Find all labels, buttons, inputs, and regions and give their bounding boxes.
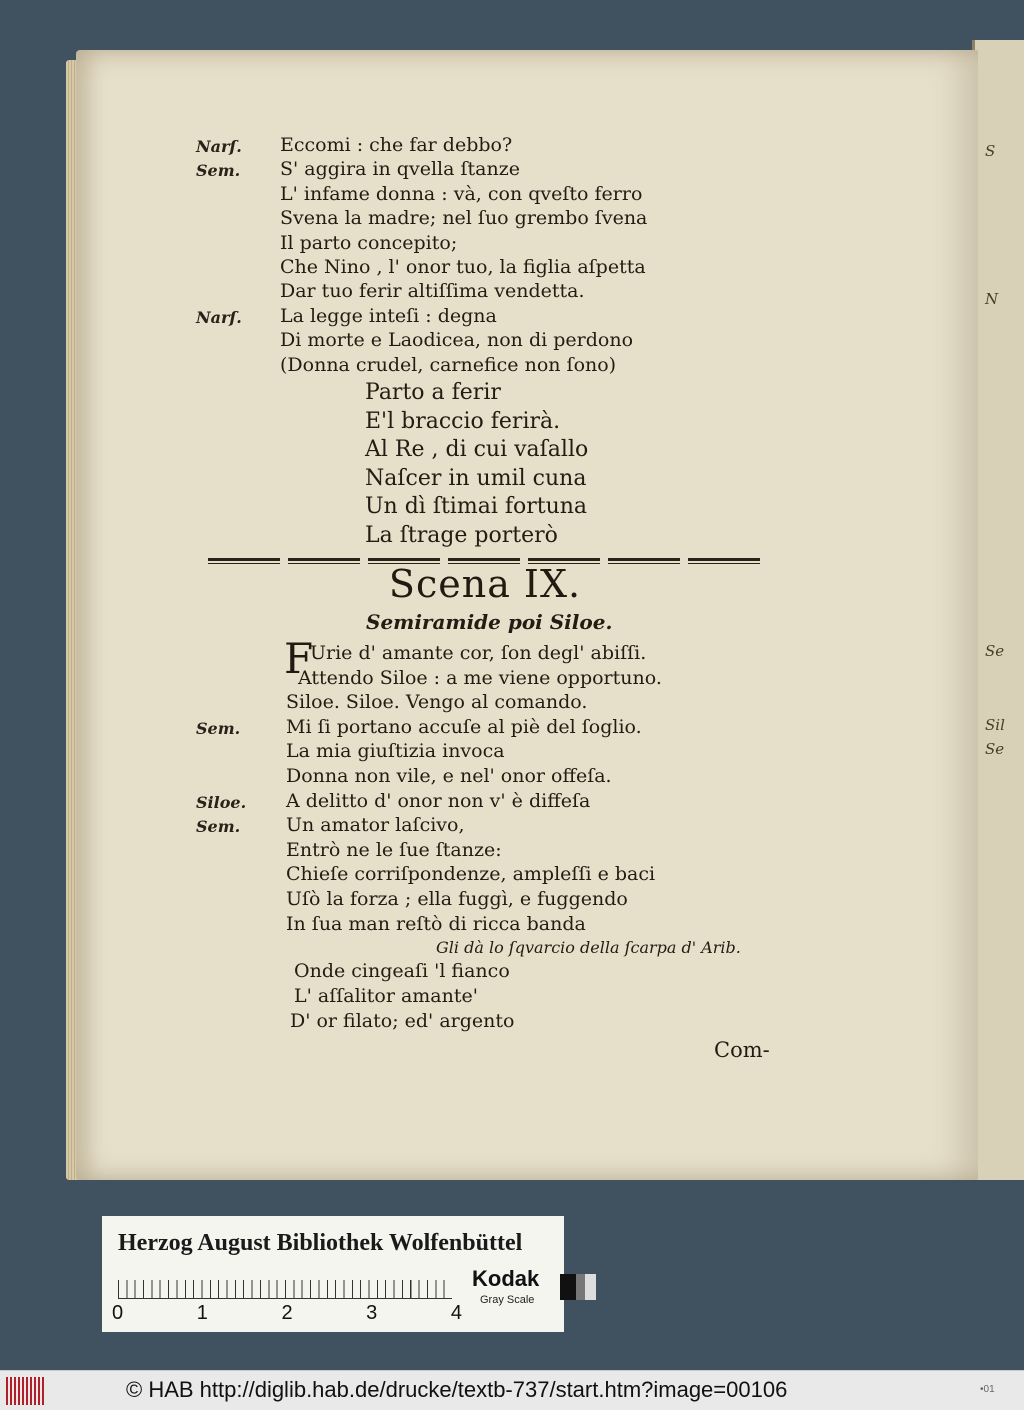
aria-line: Un dì ſtimai fortuna <box>365 494 588 520</box>
verse-line: Mi ſi portano accuſe al piè del ſoglio. <box>286 715 642 738</box>
verse-line: Entrò ne le ſue ſtanze: <box>286 838 502 861</box>
verse-line: D' or filato; ed' argento <box>290 1010 515 1032</box>
verse-line: La legge inteſi : degna <box>280 304 497 327</box>
scene-title: Scena IX. <box>388 562 582 606</box>
verse-line: (Donna crudel, carnefice non ſono) <box>280 353 617 376</box>
verse-line: Di morte e Laodicea, non di perdono <box>280 329 634 352</box>
verse-line: L' infame donna : và, con qveſto ferro <box>280 182 643 205</box>
verse-line: In ſua man reſtò di ricca banda <box>286 912 586 935</box>
stage-direction: Gli dà lo ſqvarcio della ſcarpa d' Arib. <box>436 938 741 957</box>
scale-number: 1 <box>196 1302 208 1324</box>
drop-cap: F <box>284 634 314 683</box>
scale-number: 4 <box>450 1302 462 1324</box>
verse-line: Chieſe corriſpondenze, ampleſſi e baci <box>286 863 656 886</box>
verse-line: Un amator laſcivo, <box>286 814 465 837</box>
scene-subtitle: Semiramide poi Siloe. <box>366 610 613 634</box>
verse-line: S' aggira in qvella ſtanze <box>280 158 520 181</box>
gray-scale-label: Gray Scale <box>480 1294 535 1306</box>
speaker-label: Narſ. <box>196 307 242 327</box>
scale-ruler <box>118 1270 452 1299</box>
verse-line: Urie d' amante cor, ſon degl' abiſſi. <box>310 642 647 664</box>
aria-line: E'l braccio ferirà. <box>365 408 561 434</box>
speaker-label: Sem. <box>196 161 241 181</box>
gray-swatch <box>560 1274 596 1300</box>
speaker-label: Narſ. <box>196 137 242 156</box>
speaker-label: Sem. <box>196 817 241 837</box>
scale-number: 2 <box>281 1302 293 1324</box>
facing-fragment: Se <box>985 740 1005 758</box>
verse-line: Onde cingeaſi 'l fianco <box>294 960 510 982</box>
verse-line: Donna non vile, e nel' onor offeſa. <box>286 765 612 787</box>
corner-mark: •01 <box>980 1384 995 1395</box>
verse-line: Attendo Siloe : a me viene opportuno. <box>298 666 662 689</box>
verse-line: A delitto d' onor non v' è diffeſa <box>286 789 591 812</box>
aria-line: Al Re , di cui vaſallo <box>365 437 589 463</box>
speaker-label: Siloe. <box>196 792 247 812</box>
verse-line: Il parto concepito; <box>280 231 458 254</box>
aria-line: Parto a ferir <box>365 380 501 405</box>
scale-numbers <box>112 1302 462 1325</box>
facing-fragment: N <box>985 290 999 308</box>
verse-line: La mia giuſtizia invoca <box>286 740 505 763</box>
scale-number: 3 <box>366 1302 378 1324</box>
verse-line: L' aſſalitor amante' <box>294 985 478 1007</box>
verse-line: Che Nino , l' onor tuo, la figlia aſpetta <box>280 256 646 278</box>
facing-fragment: S <box>985 142 996 160</box>
hab-logo-icon <box>6 1377 46 1405</box>
scale-number: 0 <box>112 1302 124 1324</box>
facing-page-edge <box>972 40 1024 1180</box>
facing-fragment: Sil <box>985 716 1005 734</box>
library-name: Herzog August Bibliothek Wolfenbüttel <box>118 1230 523 1256</box>
footer-bar <box>0 1370 1024 1410</box>
catchword: Com- <box>714 1038 770 1062</box>
library-color-card <box>102 1216 564 1332</box>
facing-fragment: Se <box>985 642 1005 660</box>
verse-line: Dar tuo ferir altiſſima vendetta. <box>280 280 585 303</box>
verse-line: Eccomi : che far debbo? <box>280 134 513 156</box>
speaker-label: Sem. <box>196 718 241 738</box>
verse-line: Siloe. Siloe. Vengo al comando. <box>286 691 588 714</box>
aria-line: La ſtrage porterò <box>365 523 558 548</box>
verse-line: Svena la madre; nel ſuo grembo ſvena <box>280 207 648 230</box>
copyright-link[interactable]: © HAB http://diglib.hab.de/drucke/textb-737/start.htm?image=00106 <box>126 1377 788 1402</box>
kodak-logo: Kodak <box>472 1266 540 1291</box>
aria-line: Naſcer in umil cuna <box>365 465 587 491</box>
verse-line: Uſò la forza ; ella fuggì, e fuggendo <box>286 888 628 910</box>
